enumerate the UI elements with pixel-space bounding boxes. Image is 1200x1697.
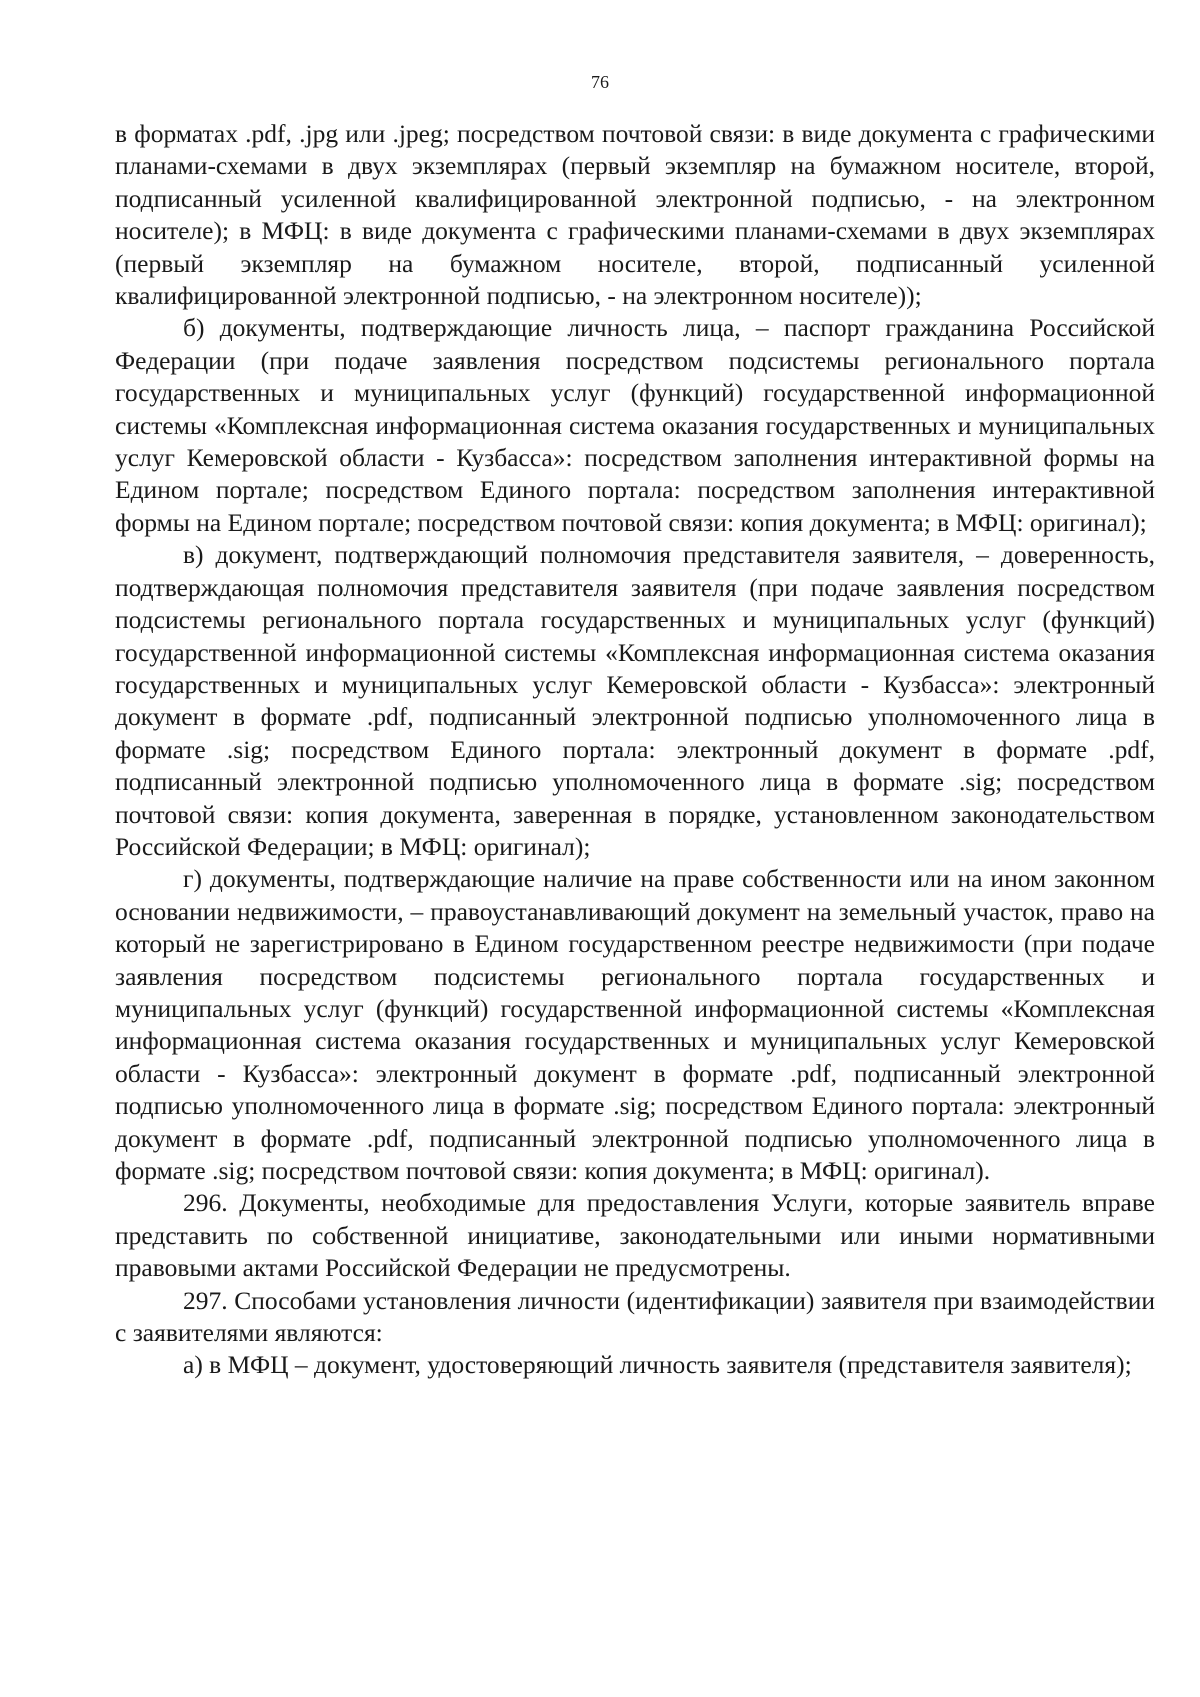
document-body (115, 118, 1155, 1382)
paragraph-item-v: в) документ, подтверждающий полномочия представителя заявителя, – доверенность, подтверждающая полномочия представителя заявителя (при подаче заявления посредством подсистемы регионального портала государственных и муниципальных услуг (функций) государственной информационной системы «Комплексная информационная система оказания государственных и муниципальных услуг Кемеровской области - Кузбасса»: электронный документ в формате .pdf, подписанный электронной подписью уполномоченного лица в формате .sig; посредством Единого портала: электронный документ в формате .pdf, подписанный электронной подписью уполномоченного лица в формате .sig; посредством почтовой связи: копия документа, заверенная в порядке, установленном законодательством Российской Федерации; в МФЦ: оригинал); (115, 540, 1155, 861)
paragraph-296: 296. Документы, необходимые для предоставления Услуги, которые заявитель вправе представить по собственной инициативе, законодательными или иными нормативными правовыми актами Российской Федерации не предусмотрены. (115, 1188, 1155, 1283)
paragraph-continuation: в форматах .pdf, .jpg или .jpeg; посредством почтовой связи: в виде документа с графическими планами-схемами в двух экземплярах (первый экземпляр на бумажном носителе, второй, подписанный усиленной квалифицированной электронной подписью, - на электронном носителе); в МФЦ: в виде документа с графическими планами-схемами в двух экземплярах (первый экземпляр на бумажном носителе, второй, подписанный усиленной квалифицированной электронной подписью, - на электронном носителе)); (115, 119, 1155, 311)
paragraph-297: 297. Способами установления личности (идентификации) заявителя при взаимодействии с заявителями являются: (115, 1285, 1155, 1348)
paragraph-item-b: б) документы, подтверждающие личность лица, – паспорт гражданина Российской Федерации (при подаче заявления посредством подсистемы регионального портала государственных и муниципальных услуг (функций) государственной информационной системы «Комплексная информационная система оказания государственных и муниципальных услуг Кемеровской области - Кузбасса»: посредством заполнения интерактивной формы на Едином портале; посредством Единого портала: посредством заполнения интерактивной формы на Едином портале; посредством почтовой связи: копия документа; в МФЦ: оригинал); (115, 313, 1155, 537)
paragraph-item-g: г) документы, подтверждающие наличие на праве собственности или на ином законном основании недвижимости, – правоустанавливающий документ на земельный участок, право на который не зарегистрировано в Едином государственном реестре недвижимости (при подаче заявления посредством подсистемы регионального портала государственных и муниципальных услуг (функций) государственной информационной системы «Комплексная информационная система оказания государственных и муниципальных услуг Кемеровской области - Кузбасса»: электронный документ в формате .pdf, подписанный электронной подписью уполномоченного лица в формате .sig; посредством Единого портала: электронный документ в формате .pdf, подписанный электронной подписью уполномоченного лица в формате .sig; посредством почтовой связи: копия документа; в МФЦ: оригинал). (115, 864, 1155, 1185)
paragraph-item-a: а) в МФЦ – документ, удостоверяющий личность заявителя (представителя заявителя); (183, 1350, 1132, 1380)
page-number: 76 (591, 72, 609, 92)
